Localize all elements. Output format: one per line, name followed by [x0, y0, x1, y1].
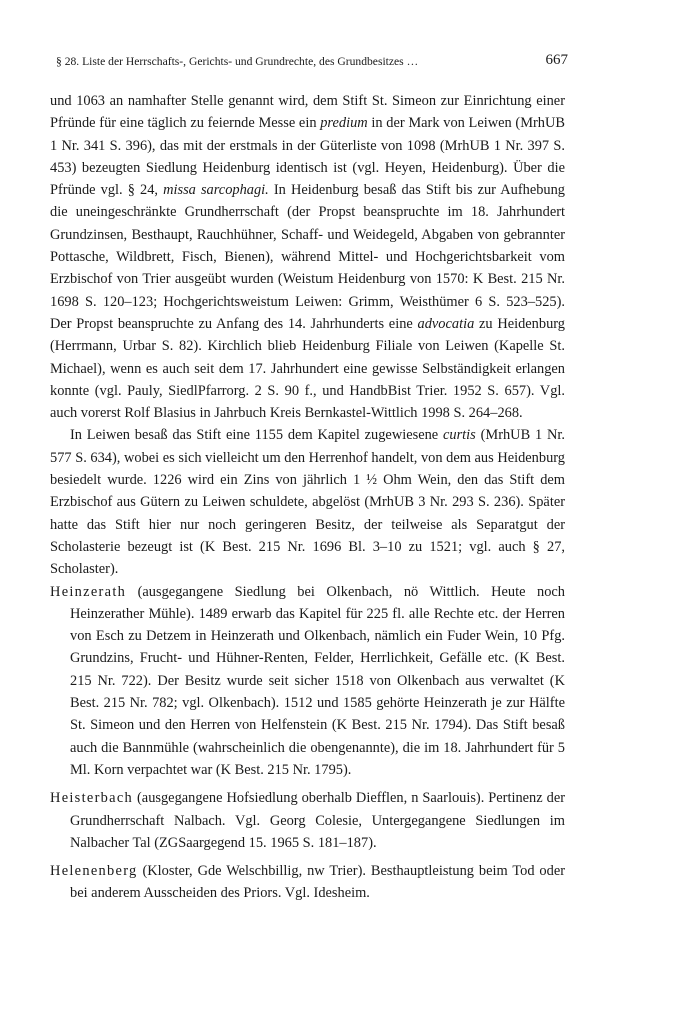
entry-headword: Heisterbach — [50, 790, 134, 807]
paragraph-heidenburg — [50, 90, 565, 424]
running-title: § 28. Liste der Herrschafts-, Gerichts- und Grundrechte, des Grundbesitzes … — [56, 55, 419, 68]
italic-term: missa sarcophagi. — [163, 182, 269, 199]
entry-helenenberg — [50, 860, 565, 905]
entry-text: (Kloster, Gde Welschbillig, nw Trier). Besthauptleistung beim Tod oder bei anderem Ausscheiden des Priors. Vgl. Idesheim. — [70, 863, 565, 902]
italic-term: predium — [320, 115, 368, 132]
paragraph-leiwen — [50, 424, 565, 580]
entry-text: (ausgegangene Hofsiedlung oberhalb Diefflen, n Saarlouis). Pertinenz der Grundherrschaft Nalbach. Vgl. Georg Colesie, Untergegangene Siedlungen im Nalbacher Tal (ZGSaargegend 15. 1965 S. 181–187). — [70, 790, 565, 851]
italic-term: advocatia — [417, 315, 475, 332]
page-number: 667 — [545, 52, 568, 68]
text-run: in der Mark von Leiwen (MrhUB 1 Nr. 341 S. 396), das mit der erstmals in der Güterliste von 1098 (MrhUB 1 Nr. 397 S. 453) bezeugten Siedlung Heidenburg identisch ist (vgl. Heyen, Heidenburg). Über die Pfründe vgl. § 24, — [50, 115, 565, 199]
text-run: In Leiwen besaß das Stift eine 1155 dem Kapitel zugewiesene — [70, 427, 443, 444]
text-run: (MrhUB 1 Nr. 577 S. 634), wobei es sich vielleicht um den Herrenhof handelt, von dem aus Heidenburg besiedelt wurde. 1226 wird ein Zins von jährlich 1 ½ Ohm Wein, den das Stift dem Erzbischof aus Gütern zu Leiwen schuldete, abgelöst (MrhUB 3 Nr. 293 S. 236). Später hatte das Stift hier nur noch geringeren Besitz, der teilweise als Separatgut der Scholasterie bezeugt ist (K Best. 215 Nr. 1696 Bl. 3–10 zu 1521; vgl. auch § 27, Scholaster). — [50, 427, 566, 578]
entry-heinzerath — [50, 581, 565, 782]
text-run: und 1063 an namhafter Stelle genannt wird, dem Stift St. Simeon zur Einrichtung einer Pfründe für eine täglich zu feiernde Messe ein — [50, 93, 565, 132]
italic-term: curtis — [443, 427, 476, 444]
body-text — [50, 90, 565, 905]
text-run: zu Heidenburg (Herrmann, Urbar S. 82). Kirchlich blieb Heidenburg Filiale von Leiwen (Kapelle St. Michael), wenn es auch seit dem 17. Jahrhundert eine gewisse Selbständigkeit erlangen konnte (vgl. Pauly, SiedlPfarrorg. 2 S. 90 f., und HandbBist Trier. 1952 S. 657). Vgl. auch vorerst Rolf Blasius in Jahrbuch Kreis Bernkastel-Wittlich 1998 S. 264–268. — [50, 315, 565, 422]
entry-text: (ausgegangene Siedlung bei Olkenbach, nö Wittlich. Heute noch Heinzerather Mühle). 1489 erwarb das Kapitel für 225 fl. alle Rechte etc. der Herren von Esch zu Detzem in Heinzerath und Olkenbach, nämlich ein Fuder Wein, 10 Pfg. Grundzins, Frucht- und Hühner-Renten, Felder, Herrlichkeit, Gefälle etc. (K Best. 215 Nr. 722). Der Besitz wurde seit sicher 1518 von Olkenbach aus verwaltet (K Best. 215 Nr. 782; vgl. Olkenbach). 1512 und 1585 gehörte Heinzerath je zur Hälfte St. Simeon und den Herren von Helfenstein (K Best. 215 Nr. 1794). Das Stift besaß auch die Bannmühle (wahrscheinlich die obengenannte), die im 18. Jahrhundert für 5 Ml. Korn verpachtet war (K Best. 215 Nr. 1795). — [70, 583, 565, 778]
entry-headword: Heinzerath — [50, 583, 127, 600]
entry-headword: Helenenberg — [50, 863, 138, 880]
entry-heisterbach — [50, 787, 565, 854]
text-run: In Heidenburg besaß das Stift bis zur Aufhebung die uneingeschränkte Grundherrschaft (der Propst beanspruchte im 18. Jahrhundert Grundzinsen, Besthaupt, Rauchhühner, Schaff- und Weidegeld, Abgaben von gebrannter Pottasche, Wildbrett, Fisch, Bienen), während Mittel- und Hochgerichtsbarkeit vom Erzbischof von Trier ausgeübt wurden (Weistum Heidenburg von 1570: K Best. 215 Nr. 1698 S. 120–123; Hochgerichtsweistum Leiwen: Grimm, Weisthümer 6 S. 523–525). Der Propst beanspruchte zu Anfang des 14. Jahrhunderts eine — [50, 182, 565, 332]
